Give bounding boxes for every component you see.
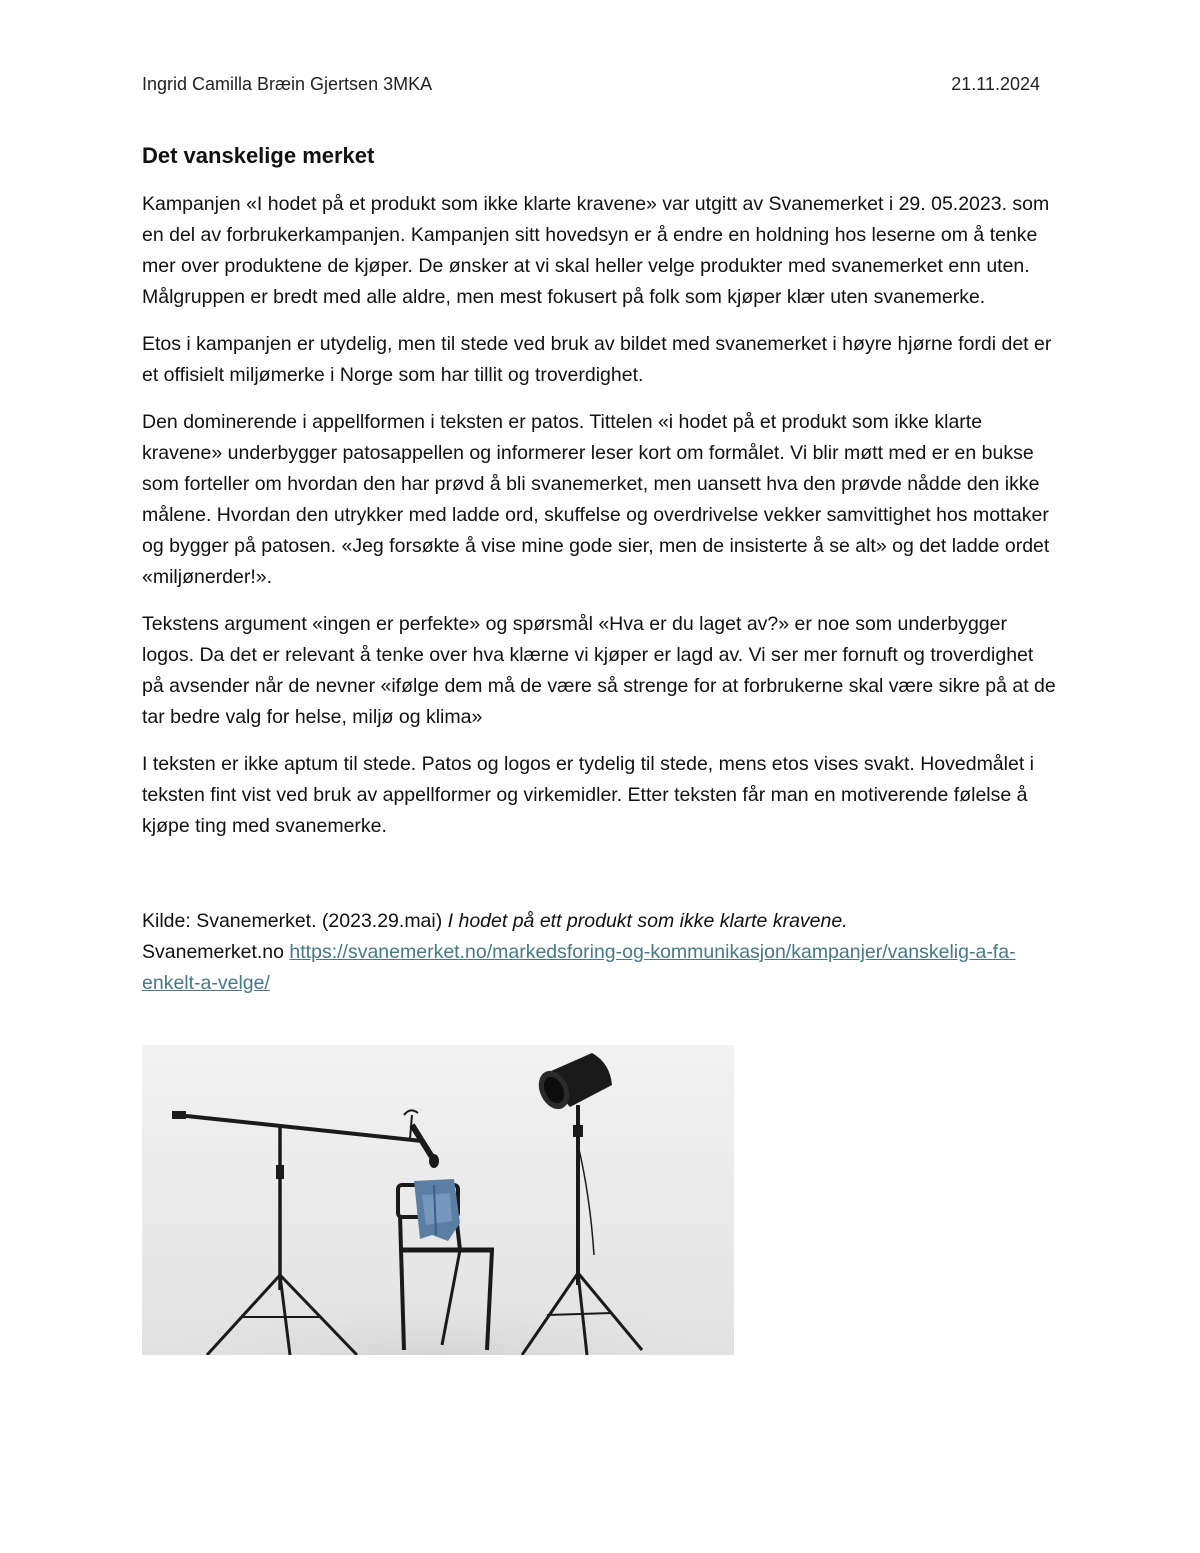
date: 21.11.2024 — [951, 74, 1040, 94]
paragraph-etos: Etos i kampanjen er utydelig, men til stede ved bruk av bildet med svanemerket i høyre hjørne fordi det er et offisielt miljømerke i Norge som har tillit og troverdighet. — [142, 333, 1052, 386]
campaign-photo — [142, 1045, 734, 1355]
document-title: Det vanskelige merket — [142, 143, 375, 168]
source-prefix: Kilde: Svanemerket. (2023.29.mai) — [142, 910, 448, 932]
paragraph-conclusion: I teksten er ikke aptum til stede. Patos og logos er tydelig til stede, mens etos vises svakt. Hovedmålet i teksten fint vist ved bruk av appellformer og virkemidler. Etter teksten får man en motiverende følelse å kjøpe ting med svanemerke. — [142, 753, 1035, 837]
paragraph-intro: Kampanjen «I hodet på et produkt som ikke klarte kravene» var utgitt av Svanemerket i 29. 05.2023. som en del av forbrukerkampanjen. Kampanjen sitt hovedsyn er å endre en holdning hos leserne om å tenke mer over produktene de kjøper. De ønsker at vi skal heller velge produkter med svanemerket enn uten. Målgruppen er bredt med alle aldre, men mest fokusert på folk som kjøper klær uten svanemerke. — [142, 193, 1050, 308]
document-body — [142, 143, 1060, 1015]
source-title: I hodet på ett produkt som ikke klarte kravene. — [447, 910, 848, 932]
source-link[interactable]: https://svanemerket.no/markedsforing-og-kommunikasjon/kampanjer/vanskelig-a-fa-enkelt-a-velge/ — [142, 941, 1016, 994]
source-citation — [142, 906, 1060, 999]
source-site: Svanemerket.no — [142, 941, 290, 963]
page-header — [142, 74, 1040, 95]
author-line: Ingrid Camilla Bræin Gjertsen 3MKA — [142, 74, 433, 94]
jeans-on-chair — [414, 1179, 460, 1241]
paragraph-logos: Tekstens argument «ingen er perfekte» og spørsmål «Hva er du laget av?» er noe som underbygger logos. Da det er relevant å tenke over hva klærne vi kjøper er lagd av. Vi ser mer fornuft og troverdighet på avsender når de nevner «ifølge dem må de være så strenge for at forbrukerne skal være sikre på at de tar bedre valg for helse, miljø og klima» — [142, 613, 1056, 728]
paragraph-patos: Den dominerende i appellformen i teksten er patos. Tittelen «i hodet på et produkt som ikke klarte kravene» underbygger patosappellen og informerer leser kort om formålet. Vi blir møtt med er en bukse som forteller om hvordan den har prøvd å bli svanemerket, men uansett hva den prøvde nådde den ikke målene. Hvordan den utrykker med ladde ord, skuffelse og overdrivelse vekker samvittighet hos mottaker og bygger på patosen. «Jeg forsøkte å vise mine gode sier, men de insisterte å se alt» og det ladde ordet «miljønerder!». — [142, 411, 1050, 588]
